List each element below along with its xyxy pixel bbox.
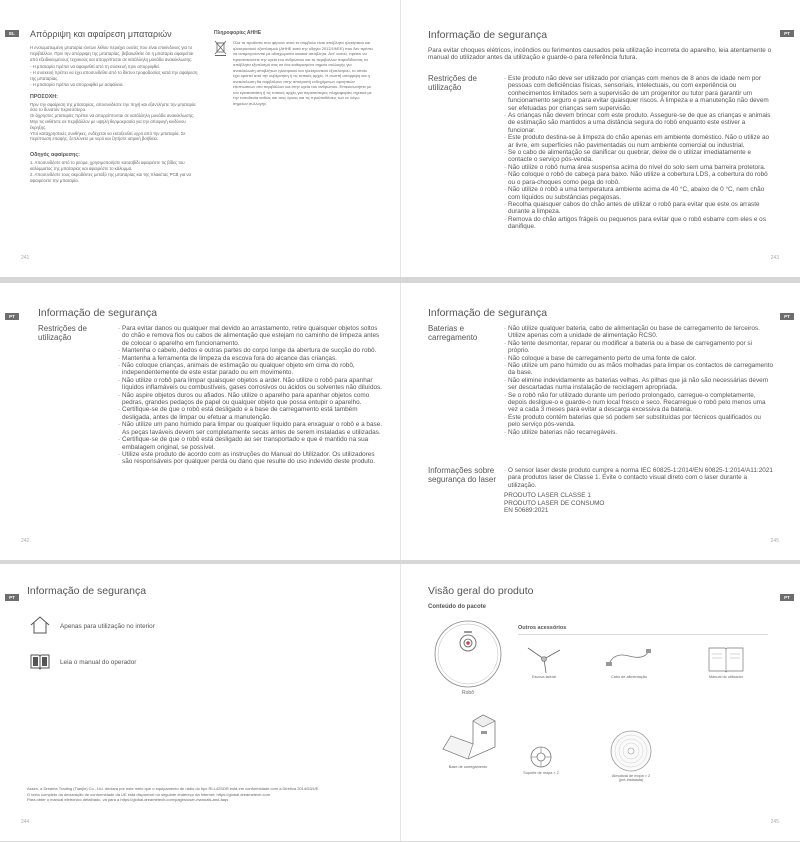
caution-item: Πριν την αφαίρεση της μπαταρίας, αποσυνδέστε την πηγή και εξαντλήστε την μπαταρία όσο το δυνατόν περισσότερο. [30,101,196,113]
list-item: · Se o cabo de alimentação se danificar ou quebrar, deixe de o utilizar imediatamente e contacte o serviço pós-venda. [504,149,773,164]
page-number: 245 [770,538,779,544]
side-brush-item [516,644,572,679]
list-item: · Não coloque o robô de cabeça para baixo. Não utilize a cobertura LDS, a cobertura do robô ou o para-choques como pega do robô. [504,171,773,186]
list-item: · Utilize este produto de acordo com as instruções do Manual do Utilizador. Os utilizadores são responsáveis por qualquer perda ou dano que resulte do uso indevido deste produto. [118,451,383,466]
mop-pad-note: (pré-instalada) [618,778,644,782]
caution-title: ΠΡΟΣΟΧΗ: [30,93,58,100]
mop-holder-label: Suporte de mopa × 2 [523,771,559,775]
read-manual-row [30,652,136,672]
footer-line: O texto completo da declaração de conformidade da UE está disponível no seguinte endereço da Internet: https://global.dreametech.com [27,791,271,797]
mop-holder-item [513,744,569,775]
point: - Η μπαταρία πρέπει να απορριφθεί με ασφάλεια. [30,81,124,87]
list-item: · Mantenha o cabelo, dedos e outras partes do corpo longe da abertura de sucção do robô. [118,347,383,354]
caution-item: Οι άχρηστες μπαταρίες πρέπει να απορρίπτονται σε κατάλληλη μονάδα ανακύκλωσης. [30,113,195,119]
caution-item: Μην τις εκθέτετε σε περιβάλλον με υψηλή θερμοκρασία για την αποφυγή κινδύνου έκρηξης. [30,118,186,130]
list-item: · Este produto destina-se à limpeza do chão apenas em ambiente doméstico. Não o utilize ao ar livre, em superfícies não pavimentadas ou num ambiente comercial ou industrial. [504,134,773,149]
page-245-overview [401,564,800,841]
page-242 [0,283,401,560]
charging-base-label: Base de carregamento [448,765,488,769]
list-item: · Este produto contém baterias que só podem ser substituídas por técnicos qualificados ou pelo serviço pós-venda. [504,414,773,429]
laser-line: PRODUTO LASER CLASSE 1 [504,492,591,500]
robot-label: Robô [462,690,474,696]
house-icon [30,616,60,636]
side-brush-label: Escova lateral [532,675,556,679]
section-label: Informações sobre segurança do laser [428,466,497,484]
weee-text: Όλα τα προϊόντα που φέρουν αυτό το σύμβολο είναι απόβλητα ηλεκτρικού και ηλεκτρονικού εξοπλισμού (ΑΗΗΕ κατά την οδηγία 2012/19/ΕΕ) που δεν πρέπει να αναμειγνύονται με αδιαχώριστα οικιακά απόβλητα. Αντ' αυτού, πρέπει να προστατεύσετε την υγεία του ανθρώπου και το περιβάλλον παραδίδοντας τα απόβλητα εξοπλισμό σας σε ένα καθορισμένο σημείο συλλογής για ανακύκλωση αποβλήτων ηλεκτρικού και ηλεκτρονικού εξοπλισμού, το οποίο έχει οριστεί από την κυβέρνηση ή τις τοπικές αρχές. Η σωστή απόρριψη και η ανακύκλωση θα συμβάλουν στην αποτροπή ενδεχόμενων αρνητικών επιπτώσεων στο περιβάλλον και στην υγεία του ανθρώπου. Επικοινωνήστε με τον εγκαταστάτη ή τις τοπικές αρχές για περισσότερες πληροφορίες σχετικά με την τοποθεσία καθώς και τους όρους και τις προϋποθέσεις των εν λόγω σημείων συλλογής. [233,40,373,106]
steps-title: Οδηγός αφαίρεσης: [30,152,80,159]
caution-list [30,102,200,143]
language-tag: PT [5,313,19,320]
page-241 [0,0,401,277]
list-item: · Não utilize um pano húmido para limpar ou qualquer líquido para enxaguar o robô e a base. As peças laváveis devem ser completamente secas antes de serem instaladas e utilizadas. [118,421,383,436]
list-item: · Não utilize o robô para limpar quaisquer objetos a arder. Não utilize o robô para apanhar líquidos inflamáveis ou combustíveis, gases corrosivos ou ácidos ou solventes não diluídos. [118,377,383,392]
list-item: · Não coloque crianças, animais de estimação ou qualquer objeto em cima do robô, independentemente de este estar parado ou em movimento. [118,362,383,377]
conformity-footer [27,786,387,803]
manual-label: Leia o manual do operador [60,658,137,666]
battery-list [504,325,773,436]
language-tag: PT [780,30,794,37]
power-cable-label: Cabo de alimentação [611,675,647,679]
page-title: Απόρριψη και αφαίρεση μπαταριών [30,29,172,39]
laser-line: EN 50689:2021 [504,507,549,515]
language-tag: PT [780,594,794,601]
list-item: · Este produto não deve ser utilizado por crianças com menos de 8 anos de idade nem por pessoas com deficiências físicas, sensoriais, intelectuais, ou com experiência ou conhecimentos limitados sem a supervisão de um progenitor ou tutor para garantir um funcionamento seguro e para evitar quaisquer riscos. A limpeza e a manutenção não devem ser efetuadas por crianças sem supervisão. [504,75,773,112]
list-item: · Certifique-se de que o robô está desligado ao ser transportado e que é mantido na sua embalagem original, se possível. [118,436,383,451]
page-title: Informação de segurança [38,307,158,319]
list-item: · Não aspire objetos duros ou afiados. Não utilize o aparelho para apanhar objetos como pedras, grandes pedaços de papel ou qualquer objeto que possa entupir o aparelho. [118,392,383,407]
laser-list [504,467,773,489]
page-number: 244 [21,819,30,825]
list-item: · Não coloque a base de carregamento perto de uma fonte de calor. [504,355,773,362]
list-item: · Não tente desmontar, reparar ou modificar a bateria ou a base de carregamento por si próprio. [504,340,773,355]
restrictions-list [504,75,773,231]
intro-text: Η ενσωματωμένη μπαταρία ιόντων λιθίου περιέχει ουσίες που είναι επικίνδυνες για το περιβάλλον. Πριν την απόρριψη της μπαταρίας, βεβαιωθείτε ότι η μπαταρία αφαιρείται από εξειδικευμένους τεχνικούς και απορρίπτεται σε κατάλληλη μονάδα ανακύκλωσης. [30,45,194,62]
list-item: · Não utilize um pano húmido ou as mãos molhadas para limpar os contactos de carregamento da base. [504,362,773,377]
caution-item: Υπό καταχρηστικές συνθήκες, ενδέχεται να εκτοξευθεί υγρό από την μπαταρία. Σε περίπτωση επαφής, ξεπλύνετε με νερό και ζητήστε ιατρική βοήθεια. [30,130,186,142]
list-item: · Certifique-se de que o robô está desligado e a base de carregamento está também desligada, antes de limpar ou efetuar a manutenção. [118,406,383,421]
battery-removal-column [30,29,200,183]
user-manual-item [696,644,756,679]
page-title: Visão geral do produto [428,585,534,597]
list-item: · Não utilize baterias não recarregáveis. [504,429,773,436]
robot-item [428,619,508,696]
page-number: 241 [21,255,30,261]
book-icon [30,652,60,672]
list-item: · Para evitar danos ou qualquer mal devido ao arrastamento, retire quaisquer objetos soltos do chão e remova fios ou cabos de alimentação que estejam no caminho de limpeza antes de colocar o aparelho em funcionamento. [118,325,383,347]
language-tag: PT [780,313,794,320]
footer-line: Assim, a Dreame Trading (Tianjin) Co., Ltd. declara por este meio que o equipamento de rádio do tipo RLL42SDR está em conformidade com a Diretiva 2014/53/UE. [27,786,320,791]
indoor-label: Apenas para utilização no interior [60,622,155,630]
page-number: 245 [770,819,779,825]
usage-restrictions-section [428,75,773,231]
list-item: · Mantenha a ferramenta de limpeza da escova fora do alcance das crianças. [118,355,383,362]
battery-charging-section [428,325,773,436]
page-244 [0,564,401,841]
power-cable-item [599,644,659,679]
list-item: · Não utilize qualquer bateria, cabo de alimentação ou base de carregamento de terceiros. Utilize apenas com a unidade de alimentação RCS0. [504,325,773,340]
point: - Η συσκευή πρέπει να έχει αποσυνδεθεί από το δίκτυο τροφοδοσίας κατά την αφαίρεση της μπαταρίας. [30,70,198,81]
list-item: · O sensor laser deste produto cumpre a norma IEC 60825-1:2014/EN 60825-1:2014/A11:2021 para produtos laser de Classe 1. Evite o contacto visual direto com o laser durante a utilização. [504,467,773,489]
page-number: 243 [770,255,779,261]
package-contents-title: Conteúdo do pacote [428,604,486,610]
list-item: · Não utilize o robô a uma temperatura ambiente acima de 40 °C, abaixo de 0 °C, nem chão com líquidos ou substâncias pegajosas. [504,186,773,201]
divider [518,634,768,635]
mop-pad-item [596,729,666,782]
weee-column [214,30,374,106]
steps-list [30,160,200,183]
page-number: 242 [21,538,30,544]
intro-text: Para evitar choques elétricos, incêndios ou ferimentos causados pela utilização incorreta do aparelho, leia atentamente o manual do utilizador antes da utilização e guarde-o para referência futura. [428,47,772,62]
mop-pad-label: Almofada de mopa × 2 [611,774,651,778]
section-label: Restrições de utilização [38,324,87,342]
step-item: 2. Αποσυνδέστε τους ακροδέκτες μεταξύ της μπαταρίας και της πλακέτας PCB για να αφαιρέσετε την μπαταρία. [30,171,192,183]
language-tag: EL [5,30,19,37]
page-title: Informação de segurança [428,29,548,41]
footer-line: Para obter o manual eletrónico detalhado, vá para a https://global.dreametech.com/pages/user-manuals-and-faqs [27,797,229,803]
list-item: · As crianças não devem brincar com este produto. Assegure-se de que as crianças e animais de estimação são mantidos a uma distância segura do robô enquanto este estiver a funcionar. [504,112,773,134]
laser-line: PRODUTO LASER DE CONSUMO [504,499,605,507]
list-item: · Se o robô não for utilizado durante um período prolongado, carregue-o completamente, depois desligue-o e guarde-o num local fresco e seco. Recarregue o robô pelo menos uma vez a cada 3 meses para evitar a descarga excessiva da bateria. [504,392,773,414]
list-item: · Não elimine indevidamente as baterias velhas. As pilhas que já não são necessárias devem ser descartadas numa instalação de reciclagem apropriada. [504,377,773,392]
section-label: Baterias e carregamento [428,324,478,342]
point: - Η μπαταρία πρέπει να αφαιρεθεί από τη συσκευή πριν απορριφθεί. [30,64,161,70]
usage-restrictions-section [38,325,383,466]
list-item: · Remova do chão artigos frágeis ou pequenos para evitar que o robô esbarre com eles e os danifique. [504,216,773,231]
battery-points [30,64,200,87]
user-manual-label: Manual do utilizador [709,675,743,679]
indoor-use-row [30,616,155,636]
laser-class-lines [504,492,773,514]
charging-base-item [428,709,508,769]
section-label: Restrições de utilização [428,74,477,92]
list-item: · Não utilize o robô numa área suspensa acima do nível do solo sem uma barreira protetora. [504,164,773,171]
step-item: 1. Αποσυνδέστε από το ρεύμα, χρησιμοποιήστε κατσαβίδι αφαιρέστε τις βίδες του καλύμματος της μπαταρίας και αφαιρέστε το κάλυμμα. [30,160,185,171]
other-accessories-title: Outros acessórios [518,625,567,631]
page-title: Informação de segurança [27,585,147,597]
page-245-safety [401,283,800,560]
list-item: · Recolha quaisquer cabos do chão antes de utilizar o robô para evitar que este os arraste durante a limpeza. [504,201,773,216]
crossed-bin-icon [214,40,227,106]
weee-title: Πληροφορίες ΑΗΗΕ [214,30,262,36]
page-243 [401,0,800,277]
restrictions-list [118,325,383,466]
page-title: Informação de segurança [428,307,548,319]
laser-safety-section [428,467,773,514]
language-tag: PT [5,594,19,601]
